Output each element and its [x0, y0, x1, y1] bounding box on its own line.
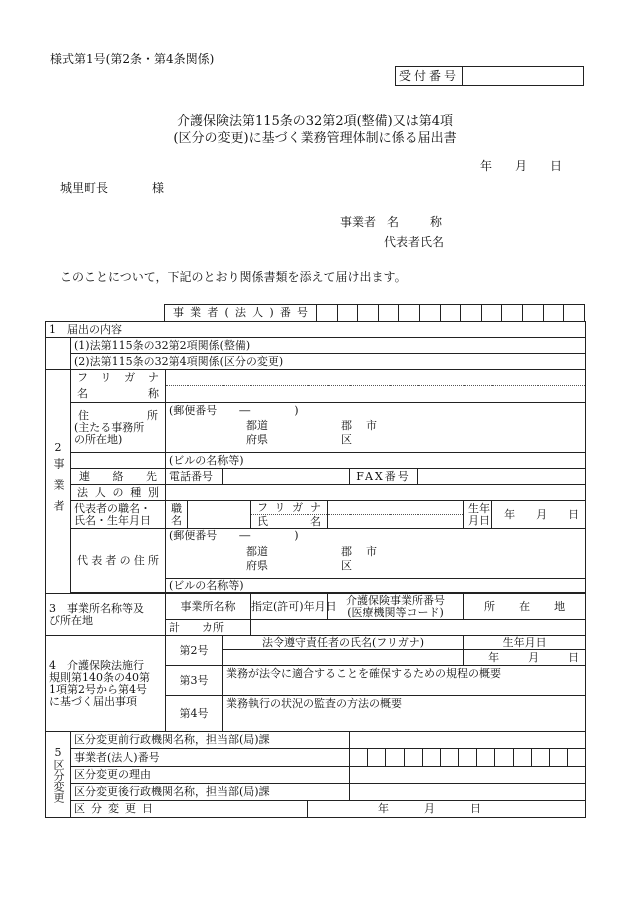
shoku-mei-cell — [166, 501, 188, 529]
s5-number: 5 — [54, 745, 62, 759]
receipt-number-field[interactable] — [463, 67, 584, 86]
pref-fuken: 府県 — [246, 433, 268, 446]
addressee: 城里町長 — [60, 181, 109, 195]
rep-building-field[interactable]: (ビルの名称等) — [166, 579, 586, 593]
corp-digit[interactable] — [337, 305, 358, 322]
receipt-number-box — [395, 66, 584, 86]
form-title-line2: (区分の変更)に基づく業務管理体制に係る届出書 — [173, 131, 457, 146]
s4-label-cell — [46, 636, 166, 732]
s5-after-field[interactable] — [350, 784, 586, 801]
corp-digit[interactable] — [420, 305, 441, 322]
birth-year: 年 — [504, 507, 516, 521]
s5-date-field[interactable] — [308, 801, 586, 818]
shoku-label: 職 — [171, 501, 182, 515]
sender-name-label: 名 — [387, 215, 400, 229]
s4-birth-day: 日 — [568, 650, 580, 664]
corp-digit[interactable] — [317, 305, 338, 322]
corp-digit[interactable] — [543, 305, 564, 322]
corp-type-label: 法人の種別 — [71, 485, 166, 501]
corp-digit[interactable] — [502, 305, 523, 322]
s5-reason-field[interactable] — [350, 767, 586, 784]
s4-compliance-label: 法令遵守責任者の氏名(フリガナ) — [223, 636, 464, 650]
corp-digit[interactable] — [378, 305, 399, 322]
rep-postal-code: (郵便番号 ― ) — [169, 529, 299, 542]
corp-digit[interactable] — [461, 305, 482, 322]
birth-date-field[interactable] — [492, 501, 586, 529]
rep-address-field[interactable] — [166, 529, 586, 579]
sender-representative-label: 代表者氏名 — [384, 235, 445, 249]
receipt-number-label: 受付番号 — [396, 67, 463, 86]
form-title-line1: 介護保険法第115条の32第2項(整備)又は第4項 — [176, 114, 454, 129]
s4-label3: 1項第2号から第4号 — [49, 682, 147, 696]
s1-option-1[interactable]: (1)法第115条の32第2項関係(整備) — [71, 338, 586, 354]
sender-label: 事業者 — [340, 215, 377, 229]
mei-label: 名 — [171, 513, 182, 527]
s4-label2: 規則第140条の40第 — [49, 670, 150, 684]
date-month: 月 — [515, 159, 528, 173]
address-field[interactable] — [166, 403, 586, 453]
s4-label1: 4 介護保険法施行 — [49, 658, 144, 672]
date-year: 年 — [480, 159, 493, 173]
rep-pref-fuken: 府県 — [246, 559, 268, 572]
s4-no2: 第2号 — [166, 636, 223, 666]
tel-label: 電話番号 — [166, 469, 223, 485]
rep-furigana-label: フリガナ — [251, 501, 328, 515]
corp-digit[interactable] — [399, 305, 420, 322]
address-label-cell — [71, 403, 166, 453]
s4-birth-month: 月 — [528, 650, 540, 664]
s5-corpno-field[interactable] — [350, 749, 586, 767]
birth-label-cell — [464, 501, 492, 529]
corp-digit[interactable] — [440, 305, 461, 322]
rep-pref-todo: 都道 — [246, 545, 268, 558]
birth-month: 月 — [536, 507, 548, 521]
s4-birth-label: 生年月日 — [464, 636, 586, 650]
s4-birth-field[interactable] — [464, 650, 586, 666]
ku-label: 区 — [341, 433, 352, 446]
s1-title: 1 届出の内容 — [46, 322, 586, 338]
gun-label: 郡 — [341, 419, 352, 432]
fax-field[interactable] — [418, 469, 586, 485]
s5-side-label — [46, 732, 71, 818]
s3-total-blank — [251, 620, 586, 636]
fax-label: FAX番号 — [350, 469, 418, 485]
s3-location: 所在地 — [464, 594, 586, 620]
s5-date-month: 月 — [424, 802, 435, 815]
s3-label1: 3 事業所名称等及 — [49, 601, 144, 615]
s3-label2: び所在地 — [49, 613, 93, 627]
s5-before-label: 区分変更前行政機関名称，担当部(局)課 — [71, 732, 350, 749]
s4-rule-field[interactable]: 業務が法令に適合することを確保するための規程の概要 — [223, 666, 586, 696]
date-day: 日 — [550, 159, 563, 173]
pref-todo: 都道 — [246, 419, 268, 432]
shi-label: 市 — [366, 419, 377, 432]
s4-no3: 第3号 — [166, 666, 223, 696]
s3-insno2: (医療機関等コード) — [347, 605, 444, 619]
s5-before-field[interactable] — [350, 732, 586, 749]
corp-digit[interactable] — [564, 305, 585, 322]
sender-name-label2: 称 — [430, 215, 443, 229]
rep-address-label: 代表者の住所 — [71, 529, 166, 593]
contact-label: 連絡先 — [71, 469, 166, 485]
furigana-field[interactable] — [166, 370, 586, 386]
address-label: 住所 — [78, 408, 158, 422]
name-label: 名称 — [71, 386, 166, 403]
s2-side-label — [46, 370, 71, 594]
postal-code: (郵便番号 ― ) — [169, 404, 299, 417]
s4-birth-year: 年 — [488, 650, 500, 664]
s5-after-label: 区分変更後行政機関名称，担当部(局)課 — [71, 784, 350, 801]
s1-option-2[interactable]: (2)法第115条の32第4項関係(区分の変更) — [71, 354, 586, 370]
corp-number-label: 事業者(法人)番号 — [165, 305, 317, 322]
addressee-honorific: 様 — [152, 181, 165, 195]
s5-date-label: 区分変更日 — [71, 801, 308, 818]
address-sub2: の所在地) — [74, 432, 123, 446]
s5-vertical-title: 区分変更 — [52, 758, 65, 803]
main-form-table — [45, 321, 586, 818]
birth-day: 日 — [568, 507, 580, 521]
corp-digit[interactable] — [358, 305, 379, 322]
s2-number: 2 — [54, 441, 62, 454]
rep-furigana-field[interactable] — [328, 501, 464, 515]
s3-insno-cell — [328, 594, 464, 620]
rep-gun-label: 郡 — [341, 545, 352, 558]
s3-designation: 指定(許可)年月日 — [251, 594, 328, 620]
s4-audit-field[interactable]: 業務執行の状況の監査の方法の概要 — [223, 696, 586, 732]
corp-number-row — [164, 304, 585, 322]
s2-vertical-title: 事業者 — [52, 458, 65, 521]
s5-date-year: 年 — [378, 802, 389, 815]
tel-field[interactable] — [223, 469, 350, 485]
address-sub1: (主たる事務所 — [74, 420, 145, 434]
rep-name-label: 氏名 — [251, 515, 328, 529]
s3-insno1: 介護保険事業所番号 — [346, 593, 445, 607]
rep-ku-label: 区 — [341, 559, 352, 572]
s5-date-day: 日 — [470, 802, 481, 815]
s3-office-name: 事業所名称 — [166, 594, 251, 620]
s3-total[interactable]: 計 カ所 — [166, 620, 251, 636]
s3-label-cell — [46, 594, 166, 636]
furigana-label: フリガナ — [71, 370, 166, 386]
corp-type-field[interactable] — [166, 485, 586, 501]
s4-compliance-field[interactable] — [223, 650, 464, 666]
rep-title-label1: 代表者の職名・ — [74, 501, 151, 515]
rep-title-field[interactable] — [188, 501, 251, 529]
corp-digit[interactable] — [523, 305, 544, 322]
form-number: 様式第1号(第2条・第4条関係) — [50, 52, 215, 66]
s5-reason-label: 区分変更の理由 — [71, 767, 350, 784]
rep-title-label-cell — [71, 501, 166, 529]
intro-text: このことについて，下記のとおり関係書類を添えて届け出ます。 — [60, 270, 407, 284]
rep-title-label2: 氏名・生年月日 — [74, 513, 151, 527]
building-field[interactable]: (ビルの名称等) — [166, 453, 586, 469]
s5-corpno-grid — [350, 749, 585, 766]
birth-label2: 月日 — [468, 513, 490, 527]
rep-shi-label: 市 — [366, 545, 377, 558]
s4-label4: に基づく届出事項 — [49, 694, 137, 708]
birth-label1: 生年 — [468, 501, 490, 515]
s5-corpno-label: 事業者(法人)番号 — [71, 749, 350, 767]
s4-no4: 第4号 — [166, 696, 223, 732]
rep-name-field[interactable] — [328, 515, 464, 529]
name-field[interactable] — [166, 386, 586, 403]
corp-digit[interactable] — [481, 305, 502, 322]
